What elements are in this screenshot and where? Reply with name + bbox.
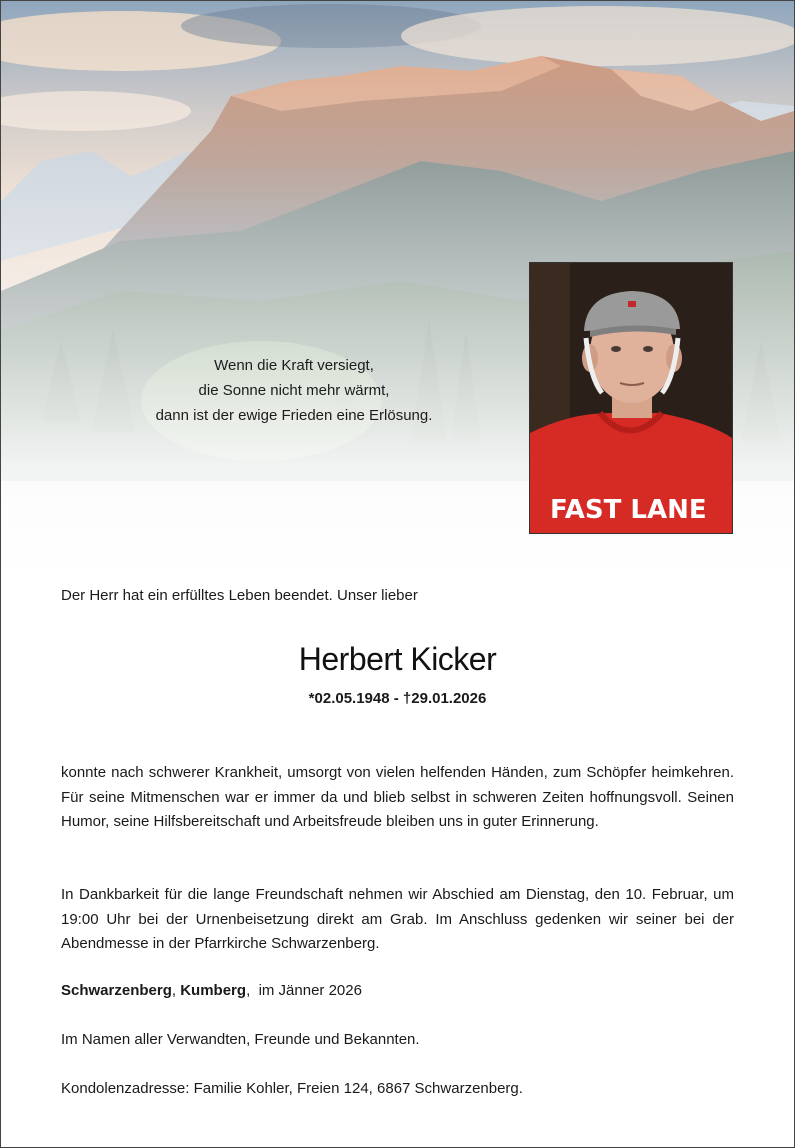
family-line: Im Namen aller Verwandten, Freunde und Bekannten. xyxy=(61,1031,420,1048)
intro-line: Der Herr hat ein erfülltes Leben beendet. Unser lieber xyxy=(61,587,418,604)
text-paragraph-1: konnte nach schwerer Krankheit, umsorgt von vielen helfenden Händen, zum Schöpfer heimkehren. Für seine Mitmenschen war er immer da und blieb selbst in schweren Zeiten hoffnungsvoll. Seinen Humor, seine Hilfsbereitschaft und Arbeitsfreude bleiben uns in guter Erinnerung. xyxy=(61,764,734,830)
place-date: , im Jänner 2026 xyxy=(246,982,362,999)
condolence-address: Kondolenzadresse: Familie Kohler, Freien 124, 6867 Schwarzenberg. xyxy=(61,1080,523,1097)
quote-line-2: die Sonne nicht mehr wärmt, xyxy=(198,382,390,399)
quote-line-1: Wenn die Kraft versiegt, xyxy=(214,357,374,374)
shirt-print: FAST LANE xyxy=(550,495,707,525)
deceased-name: Herbert Kicker xyxy=(298,641,497,677)
memorial-quote xyxy=(129,353,459,428)
text-paragraph-2: In Dankbarkeit für die lange Freundschaft nehmen wir Abschied am Dienstag, den 10. Februar, um 19:00 Uhr bei der Urnenbeisetzung direkt am Grab. Im Anschluss gedenken wir seiner bei der Abendmesse in der Pfarrkirche Schwarzenberg. xyxy=(61,886,734,952)
life-dates: *02.05.1948 - †29.01.2026 xyxy=(308,690,487,707)
place-town-2: Kumberg xyxy=(180,982,247,999)
quote-line-3: dann ist der ewige Frieden eine Erlösung. xyxy=(155,407,433,424)
place-town-1: Schwarzenberg xyxy=(61,982,172,999)
place-date-line xyxy=(61,982,362,999)
portrait-photo xyxy=(529,262,733,534)
place-separator: , xyxy=(171,982,181,999)
